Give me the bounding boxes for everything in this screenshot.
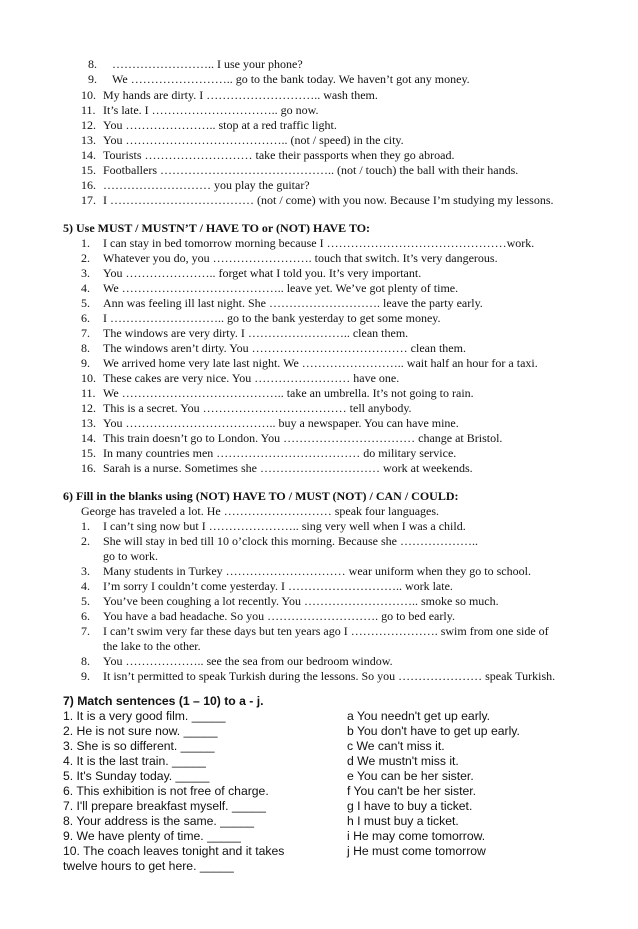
match-sentence: 8. Your address is the same. _____ (63, 814, 255, 828)
match-option: e You can be her sister. (347, 769, 474, 783)
match-sentence: 3. She is so different. _____ (63, 739, 215, 753)
worksheet-page: 8. …………………….. I use your phone? 9. We …………………….. go to the bank today. We haven’t got any money. 10. My hands are dirty. I ……………………….. wash them. 11. It’s late. I ………………………….. go now. 12. You ………………….. stop at a red traffic light. 13. You ………………………………….. (not / speed) in the city. 14. Tourists ……………………… take their passports when they go abroad. 15. Footballers …………………………………….. (not / touch) the ball with their hands. 16. ……………………… you play the guitar? 17. I ……………………………… (not / come) with you now. Because I’m studying my lessons. 5) Use MUST / MUSTN’T / HAVE TO or (NOT) HAVE TO: 1. I can stay in bed tomorrow morning because I ………………………………………work. 2. Whatever you do, you ……………………. touch that switch. It’s very dangerous. 3. You ………………….. forget what I told you. It’s very important. 4. We ………………………………….. leave yet. We’ve got plenty of time. 5. Ann was feeling ill last night. She ………………………. leave the party early. 6. I ……………………….. go to the bank yesterday to get some money. 7. The windows are very dirty. I …………………….. clean them. 8. The windows aren’t dirty. You ………………………………… clean them. 9. We arrived home very late last night. We …………………….. wait half an hour for a taxi. 10. These cakes are very nice. You …………………… have one. 11. We ………………………………….. take an umbrella. It’s not going to rain. 12. This is a secret. You ……………………………… tell anybody. 13. You ……………………………….. buy a newspaper. You can have mine. 14. This train doesn’t go to London. You …………………………… change at Bristol. 15. In many countries men ……………………………… do military service. 16. Sarah is a nurse. Sometimes she ………………………… work at weekends. 6) Fill in the blanks using (NOT) HAVE TO / MUST (NOT) / CAN / COULD: George has traveled a lot. He ……………………… speak four languages. 1. I can’t sing now but I ………………….. sing very well when I was a child. 2. She will stay in bed till 10 o’clock this morning. Because she ……………….. go to work. 3. Many students in Turkey ………………………… wear uniform when they go to school. 4. I’m sorry I couldn’t come yesterday. I ……………………….. work late. 5. You’ve been coughing a lot recently. You ……………………….. smoke so much. 6. You have a bad headache. So you ………………………. go to bed early. 7. I can’t swim very far these days but ten years ago I …………………. swim from one side of the lake to the other. 8. You ……………….. see the sea from our bedroom window. 9. It isn’t permitted to speak Turkish during the lessons. So you ………………… speak Turkish. 7) Match sentences (1 – 10) to a - j. 1. It is a very good film. _____ 2. He is not sure now. _____ 3. She is so different. _____ 4. It is the last train. _____ 5. It's Sunday today. _____ 6. This exhibition is not free of charge. 7. I'll prepare breakfast myself. _____ 8. Your address is the same. _____ 9. We have plenty of time. _____ 10. The coach leaves tonight and it takes twelve hours to get here. _____ a You needn't get up early. b You don't have to get up early. c We can't miss it. d We mustn't miss it. e You can be her sister. f You can't be her sister. g I have to buy a ticket. h I must buy a ticket. i He may come tomorrow. j He must come tomorrow (63, 57, 556, 873)
example-sentence: George has traveled a lot. He ……………………… speak four languages. (81, 504, 440, 518)
match-option: a You needn't get up early. (347, 709, 491, 723)
match-option: b You don't have to get up early. (347, 724, 520, 738)
match-option: c We can't miss it. (347, 739, 445, 753)
match-sentence: 2. He is not sure now. _____ (63, 724, 218, 738)
match-sentence: 4. It is the last train. _____ (63, 754, 206, 768)
match-option: d We mustn't miss it. (347, 754, 459, 768)
section-heading: 5) Use MUST / MUSTN’T / HAVE TO or (NOT) HAVE TO: (63, 221, 371, 235)
match-option: i He may come tomorrow. (347, 829, 486, 843)
section-heading: 7) Match sentences (1 – 10) to a - j. (63, 694, 264, 708)
match-sentence: 7. I'll prepare breakfast myself. _____ (63, 799, 266, 813)
match-option: h I must buy a ticket. (347, 814, 459, 828)
match-sentence: 1. It is a very good film. _____ (63, 709, 226, 723)
section-heading: 6) Fill in the blanks using (NOT) HAVE TO / MUST (NOT) / CAN / COULD: (63, 489, 459, 503)
match-sentence: 9. We have plenty of time. _____ (63, 829, 241, 843)
match-sentence: 6. This exhibition is not free of charge. (63, 784, 269, 798)
match-sentence: twelve hours to get here. _____ (63, 859, 234, 873)
match-option: f You can't be her sister. (347, 784, 477, 798)
match-sentence: 5. It's Sunday today. _____ (63, 769, 210, 783)
match-option: g I have to buy a ticket. (347, 799, 473, 813)
match-sentence: 10. The coach leaves tonight and it takes (63, 844, 285, 858)
match-option: j He must come tomorrow (347, 844, 486, 858)
